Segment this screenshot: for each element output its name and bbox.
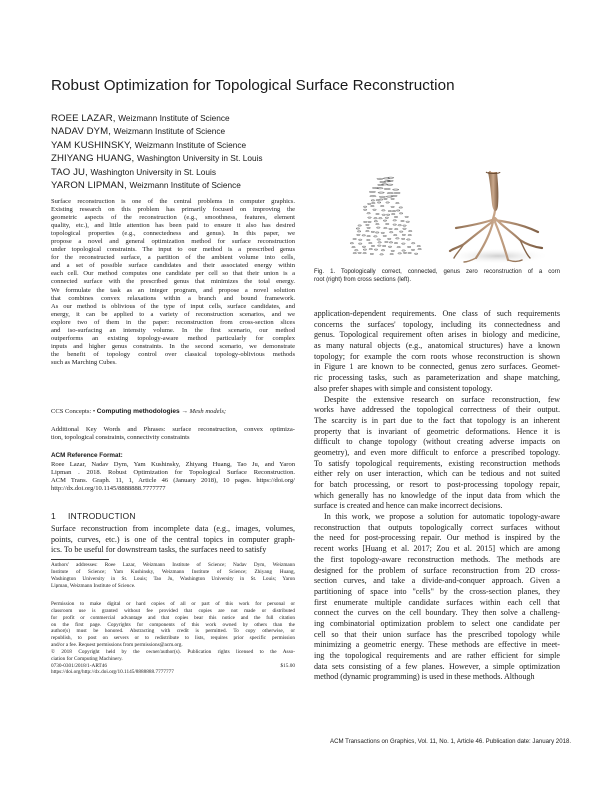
footnote-line: author(s) must be honored. Abstracting with credit is permitted. To copy otherwise, or [51,628,295,635]
body-line: the first topology-aware reconstruction methods. The methods are [314,554,560,564]
footnote-line: Authors' addresses: Roee Lazar, Weizmann Institute of Science; Nadav Dym, Weizmann [51,562,295,568]
page-footer: ACM Transactions on Graphics, Vol. 11, No. 1, Article 46. Publication date: January 2018. [330,738,572,745]
footnote-line: Washington University in St. Louis; Tao Ju, Washington University in St. Louis; Yaron [51,575,295,582]
author-name: NADAV DYM, [51,126,111,138]
body-line: the need for post-processing repair. Our method is inspired by the [314,533,560,543]
acm-reference-line: http://dx.doi.org/10.1145/8888888.7777777 [51,485,166,493]
keywords-line: tion, topological constraints, connectivity constraints [51,434,190,442]
author-affiliation: Washington University in St. Louis [136,153,263,164]
footnote-line: © 2018 Copyright held by the owner/author(s). Publication rights licensed to the Asso- [51,648,295,655]
keywords-line: Additional Key Words and Phrases: surface reconstruction, convex optimiza- [51,426,295,433]
ccs-label: CCS Concepts: • [51,408,96,415]
intro-line: ics. To be useful for downstream tasks, the surfaces need to satisfy [51,545,267,555]
intro-line: Surface reconstruction from incomplete data (e.g., images, volumes, [51,524,295,533]
body-line: reconstruction that outputs topologically correct surfaces without [314,522,560,532]
abstract-line: energy, it can be applied to a variety of reconstruction scenarios, and we [51,310,295,318]
author-affiliation: Weizmann Institute of Science [118,113,230,123]
author [51,125,341,138]
body-line: application-dependent requirements. One class of such requirements [314,309,560,318]
introduction-text [51,524,295,556]
body-line: for batch processing, or resort to post-processing topology repair, [314,480,560,489]
body-line: property that is invariant of geometric deformations. Hence it is [314,426,560,436]
body-line: in Figure 1 are known to be connected, genus zero surfaces. Geomet- [314,362,560,372]
body-line: cell so that their union surface has the prescribed topology while [314,629,560,639]
abstract-line: that combines convex relaxations within a branch and bound framework. [51,294,295,302]
acm-reference-heading: ACM Reference Format: [51,452,123,459]
abstract [51,198,295,367]
caption-line: Fig. 1. Topologically correct, connected, genus zero reconstruction of a corn [314,269,560,275]
body-line: recent works [Huang et al. 2017; Zou et al. 2015] which are among [314,544,560,554]
acm-reference-line: Lipman . 2018. Robust Optimization for Topological Surface Reconstruction. [51,469,295,477]
acm-reference-line: ACM Trans. Graph. 11, 1, Article 46 (January 2018), 10 pages. https://doi.org/ [51,477,295,485]
ccs-concepts [51,408,295,416]
abstract-line: quality, etc.), and little attention has been paid to ensure it also has desired [51,222,295,230]
abstract-line: propose a novel and general optimization method for surface reconstruction [51,238,295,246]
author-affiliation: Weizmann Institute of Science [113,126,226,137]
body-line: partitioning of space into "cells" by the cross-section planes, they [314,586,560,596]
abstract-line: and iso-surfacing an intensity volume. In the first scenario, our method [51,326,295,334]
author [51,112,341,125]
body-line: The scarcity is in part due to the fact that topology is an inherent [314,415,560,425]
caption-line: root (right) from cross sections (left). [314,277,412,283]
body-line: ing the topological requirements and are rather efficient for simple [314,651,560,660]
footnote-permissions [51,601,295,676]
abstract-line: We formulate the task as an integer program, and propose a novel solution [51,286,295,294]
body-line: surface is created and hence can make incorrect decisions. [314,501,503,511]
abstract-line: under topological constraints. The input to our method is a prescribed genus [51,246,295,254]
author-name: ZHIYANG HUANG, [51,153,135,165]
abstract-line: geometric aspects of the reconstruction (e.g., smoothness, features, element [51,214,295,222]
author-name: YAM KUSHINSKY, [51,139,133,151]
paper-title: Robust Optimization for Topological Surface Reconstruction [51,77,455,94]
body-line: difficult to change topology (without creating adverse impacts on [314,437,560,447]
body-line: data sets consisting of a few planes. However, a simple optimization [314,661,560,671]
body-line: as many natural objects (e.g., anatomical structures) have a known [314,341,560,351]
abstract-line: As our method is oblivious of the type of input cells, surface candidates, and [51,302,295,310]
body-line: which generally has no knowledge of the input data from which the [314,490,560,500]
author-name: ROEE LAZAR, [51,113,116,124]
abstract-line: explore two of them in the paper: reconstruction from cross-section slices [51,318,295,326]
author-affiliation: Weizmann Institute of Science [134,139,247,150]
footnote-line: Institute of Science; Yam Kushinsky, Weizmann Institute of Science; Zhiyang Huang, [51,568,295,575]
author-list [51,112,341,192]
ccs-italic-term: Mesh models; [189,408,227,415]
body-line: geometry), and even more difficult to enforce a prescribed topology. [314,447,560,457]
body-line: either rely on user interaction, which can be tedious and not suited [314,469,560,479]
abstract-line: Surface reconstruction is one of the central problems in computer graphics. [51,198,295,205]
footnote-line: Permission to make digital or hard copies of all or part of this work for personal or [51,601,295,607]
body-line: method (dynamic programming) is used in these methods. Although [314,672,535,682]
footnote-line: 0730-0301/2018/1-ART46 $15.00 [51,662,295,669]
abstract-line: each cell. Our method computes one candidate per cell so that their union is a [51,270,295,278]
section-heading [51,511,136,521]
corn-root-reconstruction [446,172,550,264]
acm-reference [51,461,295,493]
body-line: ric processing tasks, such as parameterization and shape matching, [314,373,560,383]
author-affiliation: Washington University in St. Louis [90,166,217,177]
body-line: section curves, and take a divide-and-conquer approach. Given a [314,576,560,586]
author [51,152,341,165]
author-affiliation: Weizmann Institute of Science [129,180,241,191]
body-line: minimizing a geometric energy. These methods are effective in meet- [314,640,560,650]
figure-1 [314,168,560,266]
body-line: works have addressed the topological correctness of their output. [314,405,560,415]
body-line: In this work, we propose a solution for automatic topology-aware [324,512,560,522]
body-line: ing combinatorial optimization problem to select one candidate per [314,618,560,628]
section-number: 1 [51,511,56,521]
section-title: INTRODUCTION [67,511,136,521]
author [51,166,341,179]
footnote-authors [51,562,295,589]
abstract-line: Existing research on this problem has primarily focused on improving the [51,206,295,214]
abstract-line: and a set of possible surface candidates and their associated energy within [51,262,295,270]
keywords [51,426,295,442]
cross-section-slices [350,177,422,255]
intro-line: points, curves, etc.) is one of the central topics in computer graph- [51,534,295,544]
body-line: Despite the extensive research on surface reconstruction, few [324,394,560,404]
footnote-line: on the first page. Copyrights for components of this work owned by others than the [51,621,295,628]
ccs-bold-term: Computing methodologies [96,408,180,415]
abstract-line: inputs and higher genus constraints. In the second scenario, we demonstrate [51,342,295,350]
abstract-line: outperforms an existing topology-aware method particularly for complex [51,334,295,342]
author-name: TAO JU, [51,166,88,178]
body-line: also prefer shapes with simple and consistent topology. [314,383,493,393]
figure-1-image [314,168,560,266]
abstract-line: topological properties (e.g., connectedness and genus). In this paper, we [51,230,295,238]
footnote-line: Lipman, Weizmann Institute of Science. [51,582,136,589]
acm-reference-line: Roee Lazar, Nadav Dym, Yam Kushinsky, Zhiyang Huang, Tao Ju, and Yaron [51,461,295,468]
body-line: designed for the problem of surface reconstruction from 2D cross- [314,565,560,575]
author [51,179,341,192]
right-column-text [314,309,560,683]
footnote-line: https://doi.org/http://dx.doi.org/10.1145/8888888.7777777 [51,669,174,676]
footnote-line: republish, to post on servers or to redistribute to lists, requires prior specific permission [51,635,295,642]
author [51,139,341,152]
body-line: connect the curves on the cell boundary. They then solve a challeng- [314,608,560,618]
figure-caption [314,268,560,284]
body-line: first enumerate multiple candidate surfaces within each cell that [314,597,560,607]
abstract-line: connected surface with the prescribed genus that minimizes the total energy. [51,278,295,286]
footnote-rule [51,559,109,560]
body-line: concerns the surfaces' topology, including its connectedness and [314,319,560,329]
author-name: YARON LIPMAN, [51,180,127,192]
footnote-line: for profit or commercial advantage and that copies bear this notice and the full citation [51,614,295,621]
abstract-line: such as Marching Cubes. [51,358,117,366]
footnote-line: ciation for Computing Machinery. [51,655,123,662]
body-line: topology; for example the corn roots whose reconstruction is shown [314,351,560,361]
ccs-arrow: → [181,408,188,415]
abstract-line: for the reconstructed surface, a partition of the ambient volume into cells, [51,254,295,262]
body-line: genus. Topological requirement often arises in biology and medicine, [314,330,560,340]
footnote-line: classroom use is granted without fee provided that copies are not made or distributed [51,607,295,614]
abstract-line: the benefit of topology control over classical topology-oblivious methods [51,350,295,358]
body-line: To satisfy topological requirements, existing reconstruction methods [314,458,560,468]
footnote-line: and/or a fee. Request permissions from permissions@acm.org. [51,642,183,649]
